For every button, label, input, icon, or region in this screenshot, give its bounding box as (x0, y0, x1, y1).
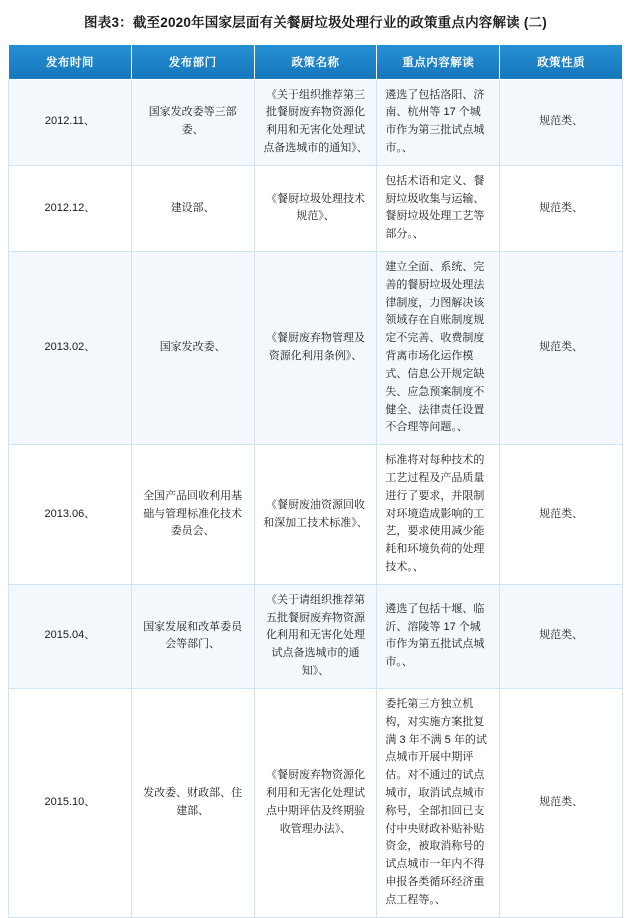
column-header-department: 发布部门 (131, 44, 254, 79)
cell-department: 全国产品回收利用基础与管理标准化技术委员会、 (131, 445, 254, 585)
cell-date: 2012.11、 (9, 79, 132, 165)
cell-date: 2013.06、 (9, 445, 132, 585)
column-header-date: 发布时间 (9, 44, 132, 79)
cell-key-content: 包括术语和定义、餐厨垃圾收集与运输、餐厨垃圾处理工艺等部分。、 (377, 165, 500, 251)
cell-policy-name: 《餐厨废油资源回收和深加工技术标准》、 (254, 445, 377, 585)
cell-key-content: 遴选了包括洛阳、济南、杭州等 17 个城市作为第三批试点城市。、 (377, 79, 500, 165)
cell-department: 发改委、财政部、住建部、 (131, 688, 254, 917)
table-body (9, 79, 623, 917)
cell-date: 2015.10、 (9, 688, 132, 917)
table-header (9, 44, 623, 79)
table-row (9, 688, 623, 917)
cell-key-content: 委托第三方独立机构，对实施方案批复满 3 年不满 5 年的试点城市开展中期评估。对不通过的试点城市，取消试点城市称号，全部扣回已支付中央财政补贴补贴资金，被取消称号的试点城市一年内不得申报各类循环经济重点工程等。、 (377, 688, 500, 917)
cell-key-content: 标准将对每种技术的工艺过程及产品质量进行了要求，并限制对环境造成影响的工艺，要求使用减少能耗和环境负荷的处理技术。、 (377, 445, 500, 585)
cell-policy-type: 规范类、 (500, 79, 623, 165)
cell-policy-name: 《餐厨垃圾处理技术规范》、 (254, 165, 377, 251)
cell-key-content: 遴选了包括十堰、临沂、溶陵等 17 个城市作为第五批试点城市。、 (377, 584, 500, 688)
page-title: 图表3：截至2020年国家层面有关餐厨垃圾处理行业的政策重点内容解读 (二) (84, 15, 547, 30)
cell-department: 国家发改委、 (131, 252, 254, 445)
cell-policy-type: 规范类、 (500, 252, 623, 445)
table-row (9, 584, 623, 688)
column-header-policy-name: 政策名称 (254, 44, 377, 79)
table-row (9, 79, 623, 165)
cell-department: 建设部、 (131, 165, 254, 251)
table-row (9, 252, 623, 445)
cell-policy-type: 规范类、 (500, 688, 623, 917)
cell-policy-name: 《关于请组织推荐第五批餐厨废弃物资源化利用和无害化处理试点备选城市的通知》、 (254, 584, 377, 688)
cell-key-content: 建立全面、系统、完善的餐厨垃圾处理法律制度，力图解决该领域存在自账制度规定不完善、收费制度背离市场化运作模式、信息公开规定缺失、应急预案制度不健全、法律责任设置不合理等问题。、 (377, 252, 500, 445)
cell-policy-type: 规范类、 (500, 584, 623, 688)
cell-policy-name: 《关于组织推荐第三批餐厨废弃物资源化利用和无害化处理试点备选城市的通知》、 (254, 79, 377, 165)
table-row (9, 165, 623, 251)
cell-policy-name: 《餐厨废弃物资源化利用和无害化处理试点中期评估及终期验收管理办法》、 (254, 688, 377, 917)
cell-department: 国家发展和改革委员会等部门、 (131, 584, 254, 688)
table-header-row (9, 44, 623, 79)
cell-policy-type: 规范类、 (500, 165, 623, 251)
cell-date: 2015.04、 (9, 584, 132, 688)
cell-department: 国家发改委等三部委、 (131, 79, 254, 165)
column-header-policy-type: 政策性质 (500, 44, 623, 79)
policy-table (8, 44, 623, 918)
column-header-key-content: 重点内容解读 (377, 44, 500, 79)
cell-date: 2012.12、 (9, 165, 132, 251)
cell-date: 2013.02、 (9, 252, 132, 445)
cell-policy-type: 规范类、 (500, 445, 623, 585)
table-row (9, 445, 623, 585)
cell-policy-name: 《餐厨废弃物管理及资源化利用条例》、 (254, 252, 377, 445)
